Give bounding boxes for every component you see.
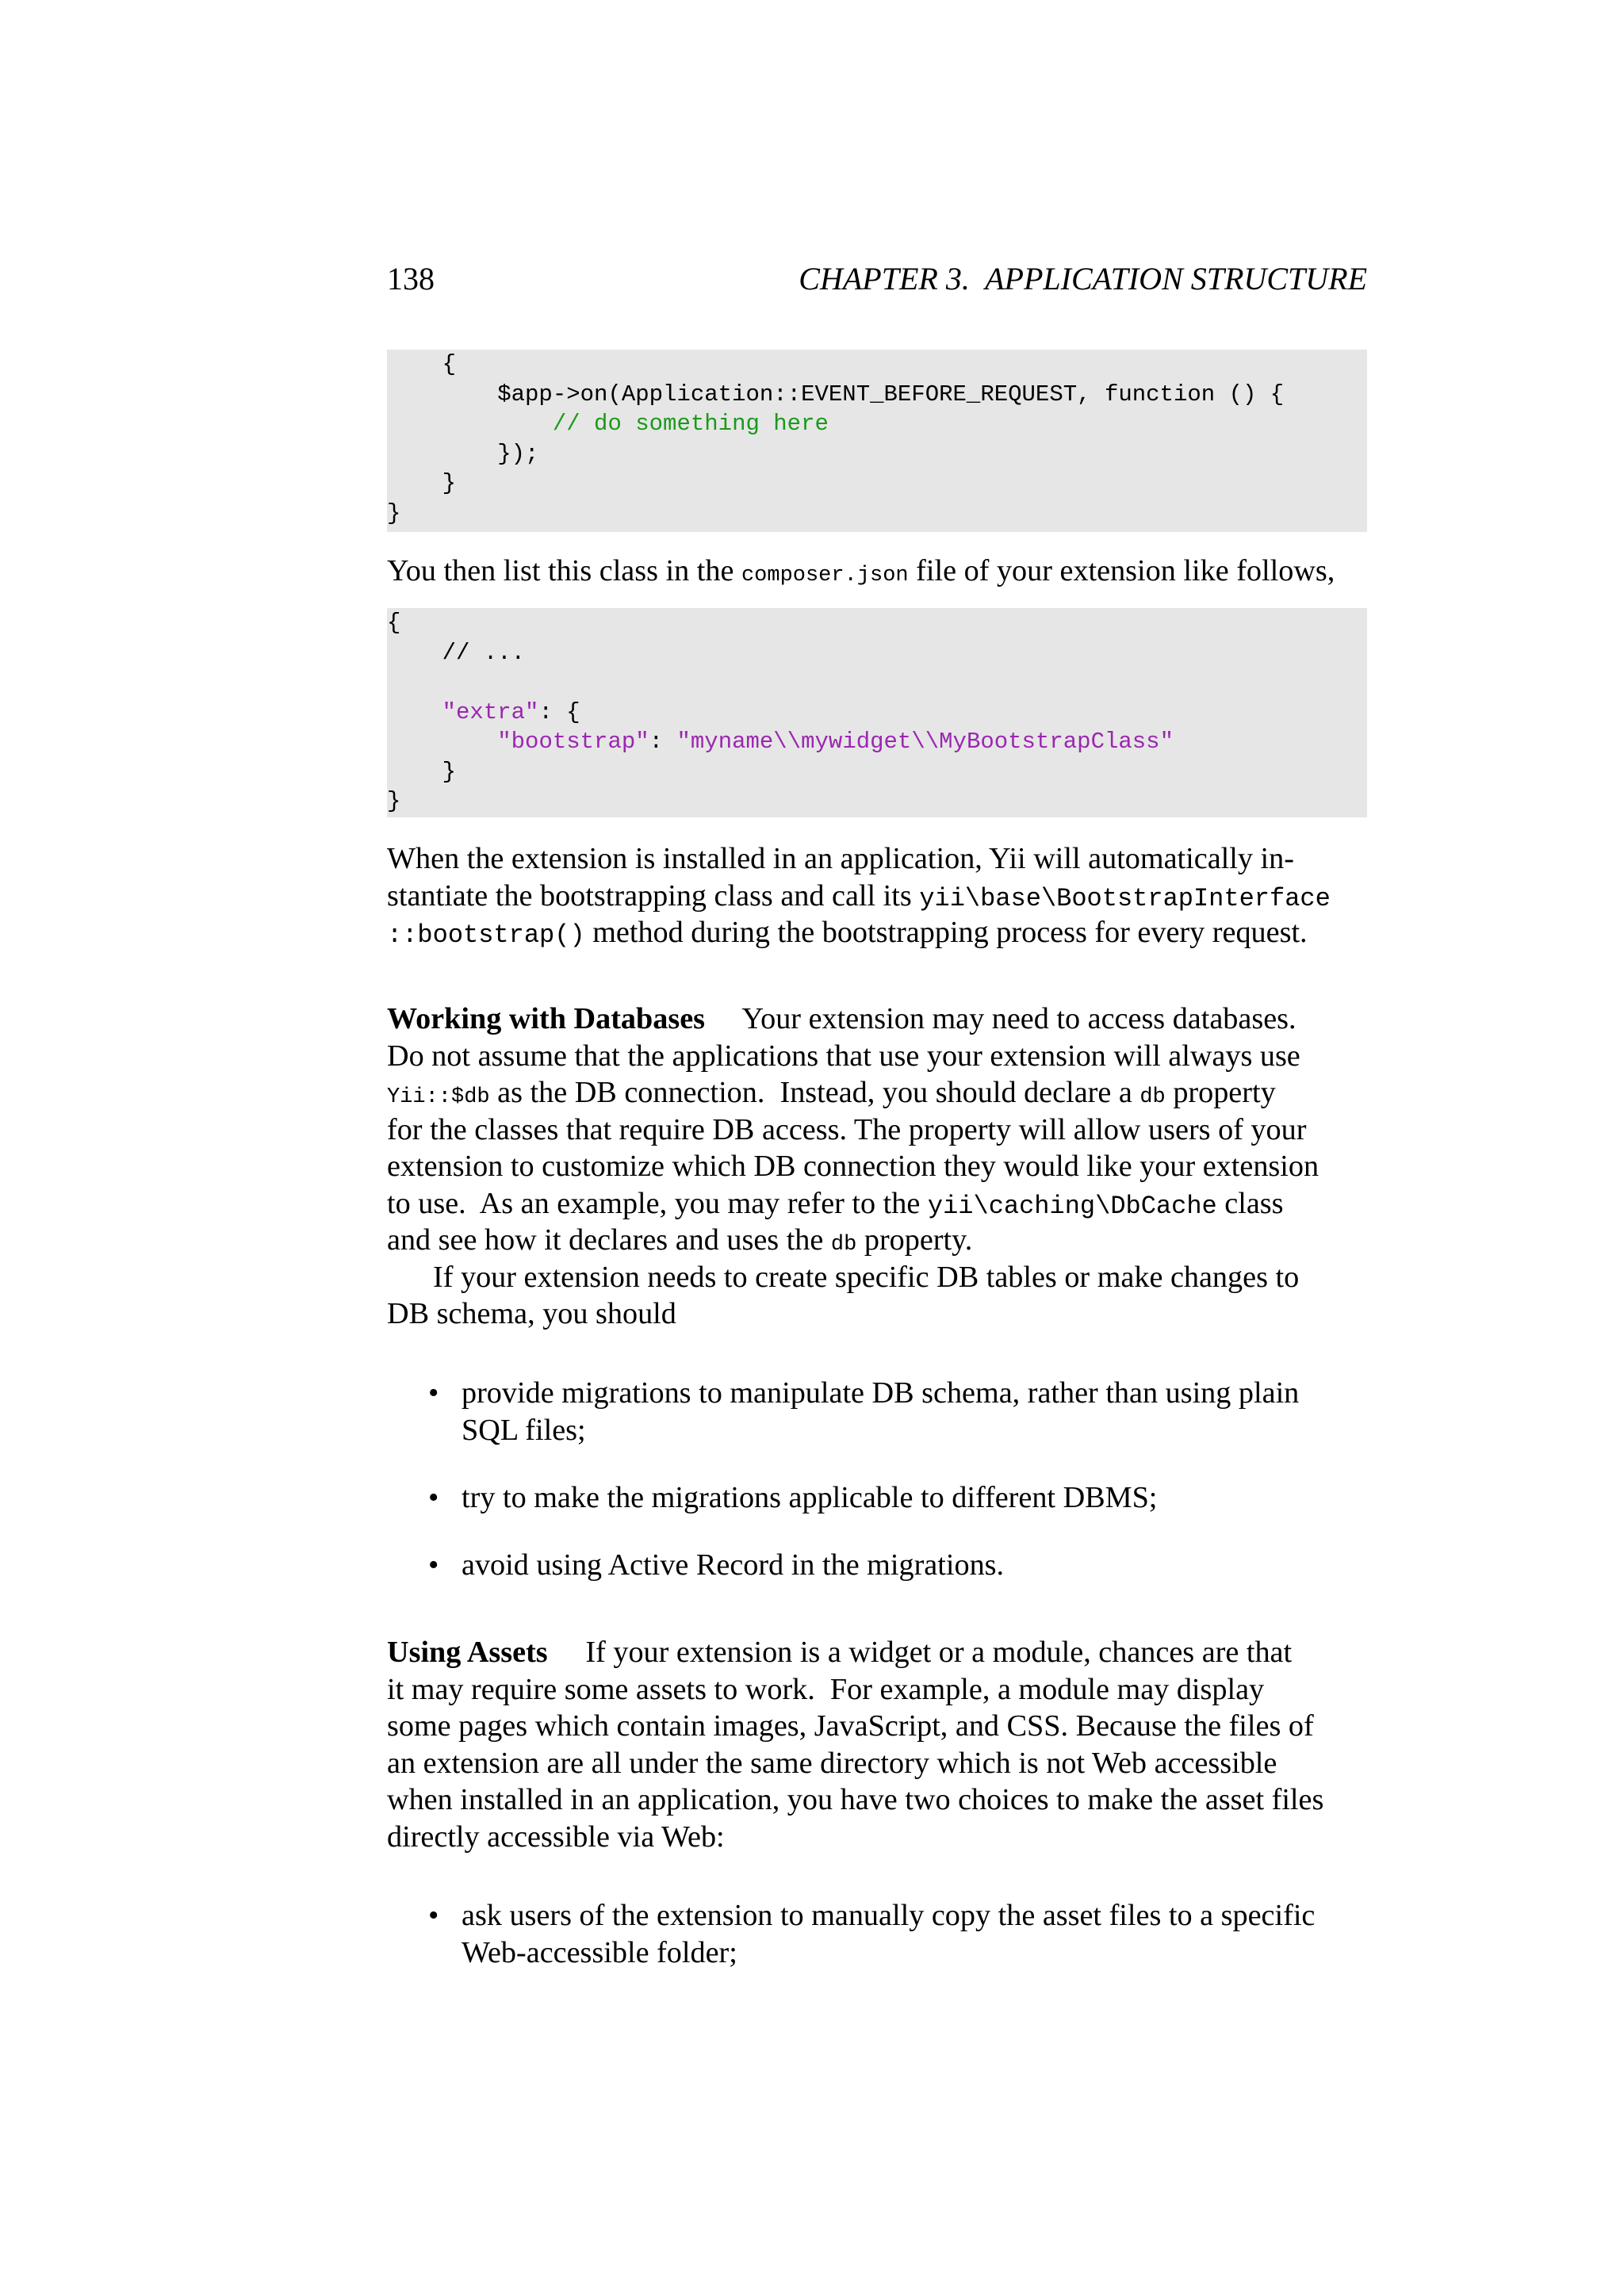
inline-code: db <box>1139 1085 1166 1109</box>
bullet-icon: • <box>428 1481 439 1514</box>
code-line: }); <box>387 440 539 467</box>
text-line: to use. As an example, you may refer to the yii\caching\DbCache class <box>387 1186 1284 1221</box>
code-line: $app->on(Application::EVENT_BEFORE_REQUEST, function () { <box>387 381 1285 408</box>
page-number: 138 <box>387 261 435 297</box>
inline-code: composer.json <box>741 564 909 587</box>
text-line: Using Assets If your extension is a widget or a module, chances are that <box>387 1636 1293 1669</box>
paragraph-composer <box>387 553 1367 590</box>
code-comment: // do something here <box>387 411 829 437</box>
text-line: If your extension needs to create specific DB tables or make changes to <box>433 1260 1300 1294</box>
code-line: { <box>387 610 401 636</box>
inline-code: ::bootstrap() <box>387 920 585 950</box>
list-item: • provide migrations to manipulate DB schema, rather than using plain SQL files; <box>428 1376 1300 1447</box>
code-line: // ... <box>387 639 526 666</box>
code-line: "extra": { <box>442 698 580 725</box>
code-line: } <box>387 758 457 785</box>
section-heading: Using Assets <box>387 1636 548 1669</box>
code-block-composer-json <box>387 608 1367 817</box>
inline-code: yii\base\BootstrapInterface <box>919 883 1331 913</box>
bullet-icon: • <box>428 1548 439 1582</box>
code-line-empty <box>387 668 1367 698</box>
list-item: • avoid using Active Record in the migrations. <box>428 1547 1367 1584</box>
code-line: { <box>387 351 457 377</box>
text-line: Working with Databases Your extension may need to access databases. <box>387 1002 1297 1035</box>
text-line: ::bootstrap() method during the bootstrapping process for every request. <box>387 916 1308 950</box>
code-line: "bootstrap": "myname\\mywidget\\MyBootstrapClass" <box>497 729 1174 755</box>
paragraph-bootstrap-install <box>387 840 1367 951</box>
text-line: extension to customize which DB connection they would like your extension <box>387 1150 1320 1183</box>
text-line: some pages which contain images, JavaScript, and CSS. Because the files of <box>387 1709 1314 1743</box>
inline-code: Yii::$db <box>387 1085 490 1109</box>
section-heading: Working with Databases <box>387 1002 706 1035</box>
code-line: } <box>387 788 401 814</box>
code-block-bootstrap-class <box>387 350 1367 532</box>
text-line: When the extension is installed in an application, Yii will automatically in- <box>387 842 1294 875</box>
text-line: and see how it declares and uses the db property. <box>387 1223 973 1257</box>
text-line: DB schema, you should <box>387 1297 676 1330</box>
list-item: • try to make the migrations applicable to different DBMS; <box>428 1479 1367 1517</box>
text-line: directly accessible via Web: <box>387 1820 725 1854</box>
section-using-assets <box>387 1634 1367 1855</box>
code-line: } <box>387 499 401 526</box>
running-title: CHAPTER 3. APPLICATION STRUCTURE <box>799 261 1367 297</box>
text-line: when installed in an application, you have two choices to make the asset files <box>387 1783 1324 1816</box>
text-line: Yii::$db as the DB connection. Instead, you should declare a db property <box>387 1076 1276 1109</box>
text-line: for the classes that require DB access. The property will allow users of your <box>387 1112 1307 1146</box>
code-line: } <box>387 470 457 496</box>
section-working-with-databases <box>387 1001 1367 1333</box>
bullet-icon: • <box>428 1899 439 1932</box>
inline-code: db <box>830 1233 857 1257</box>
list-item: • ask users of the extension to manually copy the asset files to a specific Web-accessible folder; <box>428 1899 1316 1969</box>
bullet-icon: • <box>428 1376 439 1410</box>
text-line: stantiate the bootstrapping class and call its yii\base\BootstrapInterface <box>387 878 1331 913</box>
text-line: You then list this class in the composer.json file of your extension like follows, <box>387 554 1335 587</box>
text-line: it may require some assets to work. For example, a module may display <box>387 1672 1265 1706</box>
inline-code: yii\caching\DbCache <box>927 1191 1217 1221</box>
text-line: Do not assume that the applications that use your extension will always use <box>387 1039 1300 1073</box>
text-line: an extension are all under the same directory which is not Web accessible <box>387 1746 1277 1780</box>
page-header <box>387 255 1367 303</box>
